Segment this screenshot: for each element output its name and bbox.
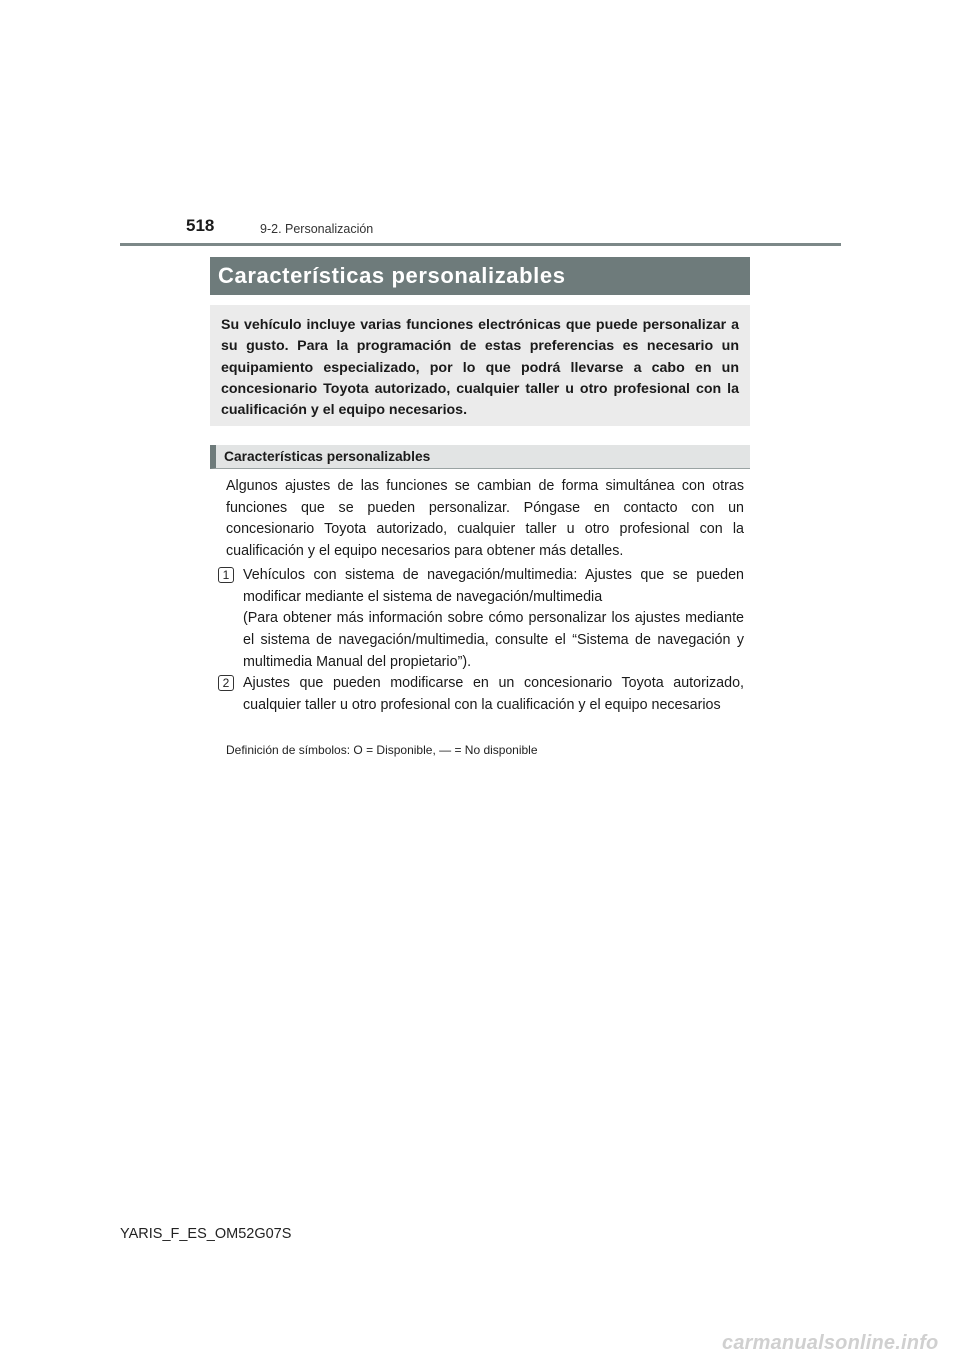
number-marker: 2 [218,675,234,691]
subheading: Características personalizables [210,445,750,469]
page-title: Características personalizables [210,257,750,295]
list-item-text: Vehículos con sistema de navegación/multimedia: Ajustes que se pueden modificar mediante el sistema de navegación/multimedia [243,567,744,605]
list-item-note: (Para obtener más información sobre cómo personalizar los ajustes mediante el sistema de navegación/multimedia, consulte el “Sistema de navegación y multimedia Manual del propietario”). [243,610,744,670]
header-divider [120,243,841,246]
intro-box [210,305,750,426]
list-item-body [243,673,744,716]
intro-text: Su vehículo incluye varias funciones electrónicas que puede personalizar a su gusto. Para la programación de estas preferencias es necesario un equipamiento especializado, por lo que podrá llevarse a cabo en un concesionario Toyota autorizado, cualquier taller u otro profesional con la cualificación y el equipo necesarios. [221,317,739,419]
document-code: YARIS_F_ES_OM52G07S [120,1226,292,1242]
section-reference: 9-2. Personalización [260,222,374,236]
list-item-text: Ajustes que pueden modificarse en un concesionario Toyota autorizado, cualquier taller u otro profesional con la cualificación y el equipo necesarios [243,675,744,713]
number-marker: 1 [218,567,234,583]
page-number: 518 [186,216,215,235]
body-paragraph: Algunos ajustes de las funciones se cambian de forma simultánea con otras funciones que se pueden personalizar. Póngase en contacto con un concesionario Toyota autorizado, cualquier taller u otro profesional con la cualificación y el equipo necesarios para obtener más detalles. [226,478,744,560]
symbols-note: Definición de símbolos: O = Disponible, — = No disponible [226,743,538,757]
watermark: carmanualsonline.info [722,1332,939,1354]
list-item [218,673,744,716]
list-item [218,565,744,674]
list-item-body [243,565,744,674]
